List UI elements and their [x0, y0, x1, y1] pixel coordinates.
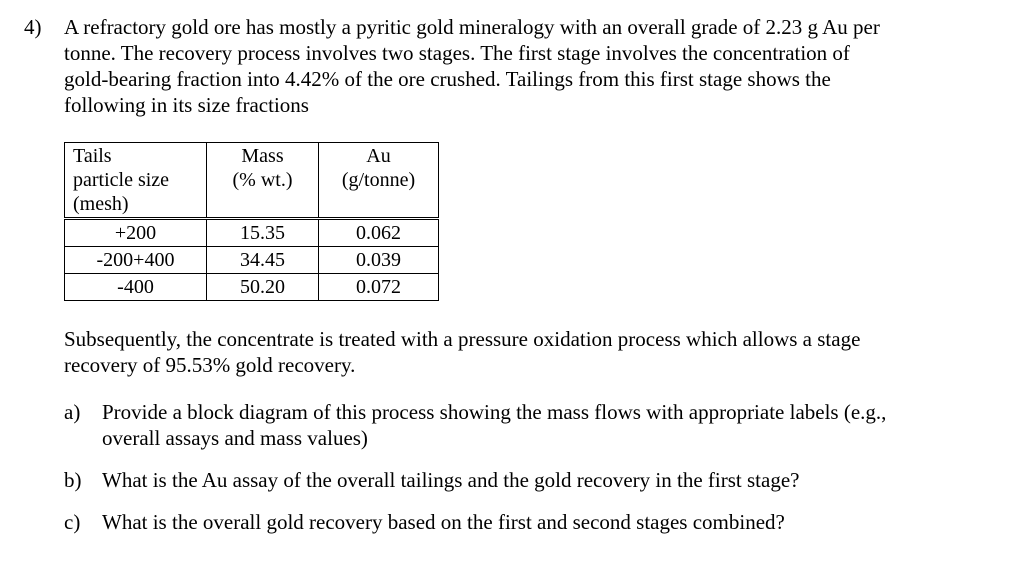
part-text: Provide a block diagram of this process showing the mass flows with appropriate labels (e.g., overall assays and mass values) [102, 400, 887, 450]
table-header-row [65, 143, 439, 219]
table-row [65, 247, 439, 274]
part-label: c) [64, 510, 81, 534]
header-au: Au (g/tonne) [319, 143, 439, 219]
subsequent-line: Subsequently, the concentrate is treated with a pressure oxidation process which allows a stage [64, 327, 861, 351]
header-mass: Mass (% wt.) [207, 143, 319, 219]
cell-au: 0.072 [319, 274, 439, 301]
cell-mass: 34.45 [207, 247, 319, 274]
part-text: What is the Au assay of the overall tailings and the gold recovery in the first stage? [102, 468, 800, 492]
subsequent-paragraph [64, 326, 994, 378]
tails-size-fraction-table [64, 142, 439, 301]
part-label: b) [64, 468, 82, 492]
cell-size: -400 [65, 274, 207, 301]
subsequent-line: recovery of 95.53% gold recovery. [64, 353, 356, 377]
part-text: What is the overall gold recovery based on the first and second stages combined? [102, 510, 785, 534]
cell-size: +200 [65, 219, 207, 247]
part-label: a) [64, 400, 81, 424]
cell-au: 0.062 [319, 219, 439, 247]
table-row [65, 219, 439, 247]
intro-line: following in its size fractions [64, 93, 309, 117]
intro-line: tonne. The recovery process involves two stages. The first stage involves the concentration of [64, 41, 850, 65]
cell-size: -200+400 [65, 247, 207, 274]
cell-mass: 50.20 [207, 274, 319, 301]
cell-au: 0.039 [319, 247, 439, 274]
cell-mass: 15.35 [207, 219, 319, 247]
intro-line: A refractory gold ore has mostly a pyritic gold mineralogy with an overall grade of 2.23 g Au per [64, 15, 880, 39]
header-particle-size: Tails particle size (mesh) [65, 143, 207, 219]
question-number: 4) [24, 15, 42, 39]
intro-line: gold-bearing fraction into 4.42% of the ore crushed. Tailings from this first stage shows the [64, 67, 831, 91]
question-intro [64, 14, 994, 118]
table-row [65, 274, 439, 301]
